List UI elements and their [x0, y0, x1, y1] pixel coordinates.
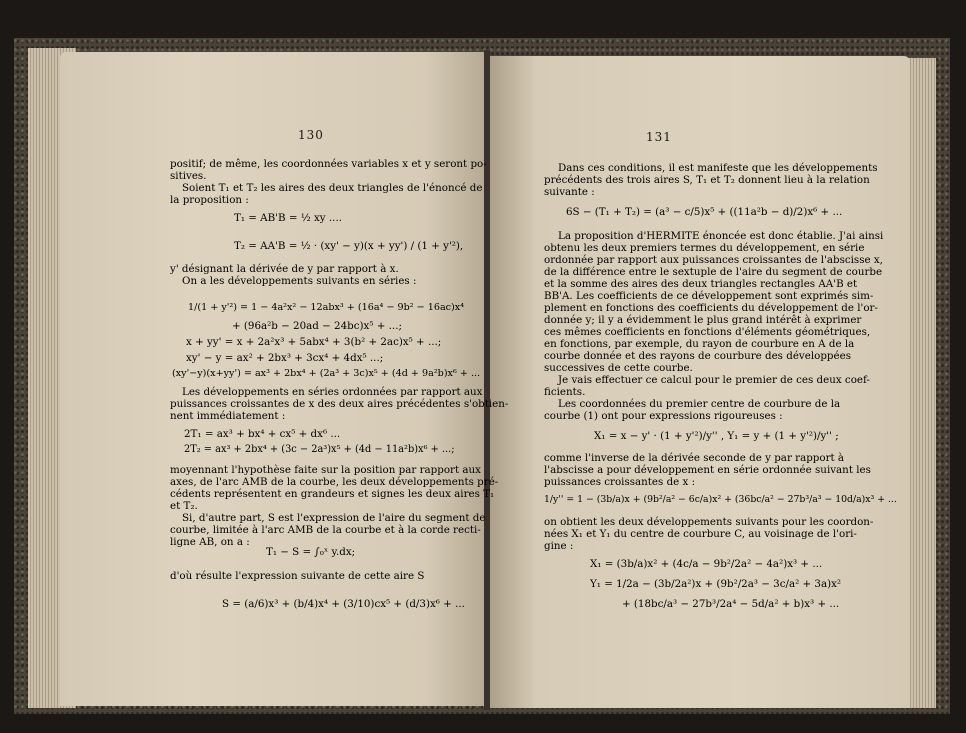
text-line: courbe (1) ont pour expressions rigoureuses : [544, 410, 783, 422]
text-line: y' désignant la dérivée de y par rapport à x. [170, 263, 399, 275]
text-line: ligne AB, on a : [170, 536, 250, 548]
text-line: ficients. [544, 386, 586, 398]
text-line: de la différence entre le sextuple de l'aire du segment de courbe [544, 266, 883, 278]
equation: Y₁ = 1/2a − (3b/2a²)x + (9b²/2a³ − 3c/a² + 3a)x² [590, 578, 842, 590]
equation: + (96a²b − 20ad − 24bc)x⁵ + ...; [232, 320, 402, 332]
text-line: donnée y; il y a évidemment le plus grand intérêt à exprimer [544, 314, 862, 326]
equation: 1/(1 + y'²) = 1 − 4a²x² − 12abx³ + (16a⁴ − 9b² − 16ac)x⁴ [188, 302, 465, 313]
equation: 2T₂ = ax³ + 2bx⁴ + (3c − 2a³)x⁵ + (4d − 11a²b)x⁶ + ...; [184, 444, 455, 455]
book-gutter [484, 50, 490, 710]
text-line: d'où résulte l'expression suivante de cette aire S [170, 570, 425, 582]
equation: X₁ = x − y' · (1 + y'²)/y'' , Y₁ = y + (1 + y'²)/y'' ; [594, 430, 839, 442]
equation: X₁ = (3b/a)x² + (4c/a − 9b²/2a² − 4a²)x³ + ... [590, 558, 823, 570]
text-line: en fonctions, par exemple, du rayon de courbure en A de la [544, 338, 855, 350]
equation: T₁ − S = ∫₀ˣ y.dx; [266, 546, 356, 558]
equation: 2T₁ = ax³ + bx⁴ + cx⁵ + dx⁶ ... [184, 428, 341, 440]
text-line: Si, d'autre part, S est l'expression de l'aire du segment de [182, 512, 486, 524]
text-line: plement en fonctions des coefficients du développement de l'or- [544, 302, 878, 314]
text-line: comme l'inverse de la dérivée seconde de y par rapport à [544, 452, 845, 464]
equation: S = (a/6)x³ + (b/4)x⁴ + (3/10)cx⁵ + (d/3)x⁶ + ... [222, 598, 465, 610]
text-line: moyennant l'hypothèse faite sur la position par rapport aux [170, 464, 481, 476]
equation: 6S − (T₁ + T₂) = (a³ − c/5)x⁵ + ((11a²b − d)/2)x⁶ + ... [566, 206, 843, 218]
text-line: successives de cette courbe. [544, 362, 693, 374]
text-line: On a les développements suivants en séries : [182, 275, 417, 287]
text-line: gine : [544, 540, 574, 552]
text-line: cédents représentent en grandeurs et signes les deux aires T₁ [170, 488, 495, 500]
text-line: axes, de l'arc AMB de la courbe, les deux développements pré- [170, 476, 499, 488]
text-line: Les développements en séries ordonnées par rapport aux [182, 386, 483, 398]
text-line: et la somme des aires des deux triangles rectangles AA'B et [544, 278, 858, 290]
text-line: courbe donnée et des rayons de courbure des développées [544, 350, 851, 362]
text-line: ces mêmes coefficients en fonctions d'éléments géométriques, [544, 326, 871, 338]
page-number: 131 [646, 130, 672, 144]
text-line: l'abscisse a pour développement en série ordonnée suivant les [544, 464, 871, 476]
equation: x + yy' = x + 2a²x³ + 5abx⁴ + 3(b² + 2ac)x⁵ + ...; [186, 336, 442, 348]
text-line: sitives. [170, 170, 207, 182]
equation: 1/y'' = 1 − (3b/a)x + (9b²/a² − 6c/a)x² + (36bc/a² − 27b³/a³ − 10d/a)x³ + ... [544, 494, 897, 505]
equation: T₂ = AA'B = ½ · (xy' − y)(x + yy') / (1 + y'²), [234, 240, 464, 252]
text-line: courbe, limitée à l'arc AMB de la courbe et à la corde recti- [170, 524, 481, 536]
text-line: puissances croissantes de x des deux aires précédentes s'obtien- [170, 398, 509, 410]
text-line: BB'A. Les coefficients de ce développement sont exprimés sim- [544, 290, 874, 302]
text-line: Soient T₁ et T₂ les aires des deux triangles de l'énoncé de [182, 182, 483, 194]
text-line: Je vais effectuer ce calcul pour le premier de ces deux coef- [558, 374, 870, 386]
text-line: précédents des trois aires S, T₁ et T₂ donnent lieu à la relation [544, 174, 870, 186]
text-line: et T₂. [170, 500, 198, 512]
text-line: on obtient les deux développements suivants pour les coordon- [544, 516, 874, 528]
equation: + (18bc/a³ − 27b³/2a⁴ − 5d/a² + b)x³ + ... [622, 598, 840, 610]
equation: T₁ = AB'B = ½ xy .... [234, 212, 342, 224]
text-line: nées X₁ et Y₁ du centre de courbure C, au voisinage de l'ori- [544, 528, 857, 540]
text-line: Dans ces conditions, il est manifeste que les développements [558, 162, 878, 174]
page-number: 130 [298, 128, 324, 142]
equation: (xy'−y)(x+yy') = ax³ + 2bx⁴ + (2a³ + 3c)x⁵ + (4d + 9a²b)x⁶ + ... [172, 368, 481, 379]
text-line: Les coordonnées du premier centre de courbure de la [558, 398, 841, 410]
text-line: suivante : [544, 186, 595, 198]
text-line: obtenu les deux premiers termes du développement, en série [544, 242, 865, 254]
text-line: puissances croissantes de x : [544, 476, 696, 488]
equation: xy' − y = ax² + 2bx³ + 3cx⁴ + 4dx⁵ ...; [186, 352, 384, 364]
text-line: ordonnée par rapport aux puissances croissantes de l'abscisse x, [544, 254, 883, 266]
text-line: positif; de même, les coordonnées variables x et y seront po- [170, 158, 487, 170]
text-line: la proposition : [170, 194, 249, 206]
text-line: nent immédiatement : [170, 410, 286, 422]
text-line: La proposition d'HERMITE énoncée est donc établie. J'ai ainsi [558, 230, 884, 242]
